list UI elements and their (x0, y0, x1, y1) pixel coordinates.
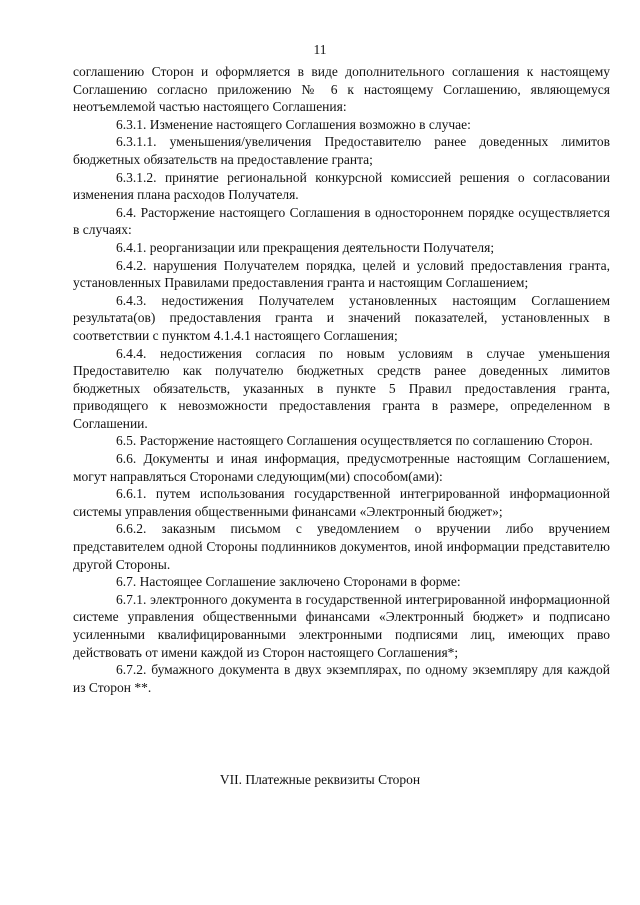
page-number: 11 (313, 42, 327, 57)
paragraph-6-7-2: 6.7.2. бумажного документа в двух экземплярах, по одному экземпляру для каждой из Сторон **. (73, 662, 610, 695)
paragraph-6-4-2: 6.4.2. нарушения Получателем порядка, целей и условий предоставления гранта, установленных Правилами предоставления гранта и настоящим Соглашением; (73, 257, 610, 291)
paragraph-6-4-1: 6.4.1. реорганизации или прекращения деятельности Получателя; (116, 239, 495, 255)
paragraph-6-3-1-1: 6.3.1.1. уменьшения/увеличения Предоставителю ранее доведенных лимитов бюджетных обязательств на предоставление гранта; (73, 134, 610, 167)
paragraph-6-7: 6.7. Настоящее Соглашение заключено Сторонами в форме: (116, 574, 461, 590)
paragraph-6-6-1: 6.6.1. путем использования государственной интегрированной информационной системы управления общественными финансами «Электронный бюджет»; (73, 486, 610, 519)
document-body (73, 63, 610, 696)
paragraph-6-7-1: 6.7.1. электронного документа в государственной интегрированной информационной системе управления общественными финансами «Электронный бюджет» и подписано усиленными квалифицированными электронными подписями лиц, имеющих право действовать от имени каждой из Сторон настоящего Соглашения*; (73, 591, 610, 660)
paragraph-6-3-1: 6.3.1. Изменение настоящего Соглашения возможно в случае: (116, 116, 471, 132)
paragraph-6-4-3: 6.4.3. недостижения Получателем установленных настоящим Соглашением результата(ов) предоставления гранта и значений показателей, установленных в соответствии с пунктом 4.1.4.1 настоящего Соглашения; (73, 292, 610, 343)
paragraph-6-6-2: 6.6.2. заказным письмом с уведомлением о вручении либо вручением представителем одной Стороны подлинников документов, иной информации представителю другой Стороны. (73, 521, 610, 572)
paragraph-6-4-4: 6.4.4. недостижения согласия по новым условиям в случае уменьшения Предоставителю как получателю бюджетных средств ранее доведенных лимитов бюджетных обязательств, указанных в пункте 5 Правил предоставления гранта, приводящего к невозможности предоставления гранта в размере, определенном в Соглашении. (73, 345, 610, 431)
paragraph-continuation: соглашению Сторон и оформляется в виде дополнительного соглашения к настоящему Соглашению согласно приложению № 6 к настоящему Соглашению, являющемуся неотъемлемой частью настоящего Соглашения: (73, 64, 610, 115)
paragraph-6-6: 6.6. Документы и иная информация, предусмотренные настоящим Соглашением, могут направляться Сторонами следующим(ми) способом(ами): (73, 451, 610, 484)
paragraph-6-5: 6.5. Расторжение настоящего Соглашения осуществляется по соглашению Сторон. (116, 433, 593, 449)
paragraph-6-3-1-2: 6.3.1.2. принятие региональной конкурсной комиссией решения о согласовании изменения плана расходов Получателя. (73, 169, 610, 203)
paragraph-6-4: 6.4. Расторжение настоящего Соглашения в одностороннем порядке осуществляется в случаях: (73, 204, 610, 238)
section-heading: VII. Платежные реквизиты Сторон (219, 772, 421, 787)
